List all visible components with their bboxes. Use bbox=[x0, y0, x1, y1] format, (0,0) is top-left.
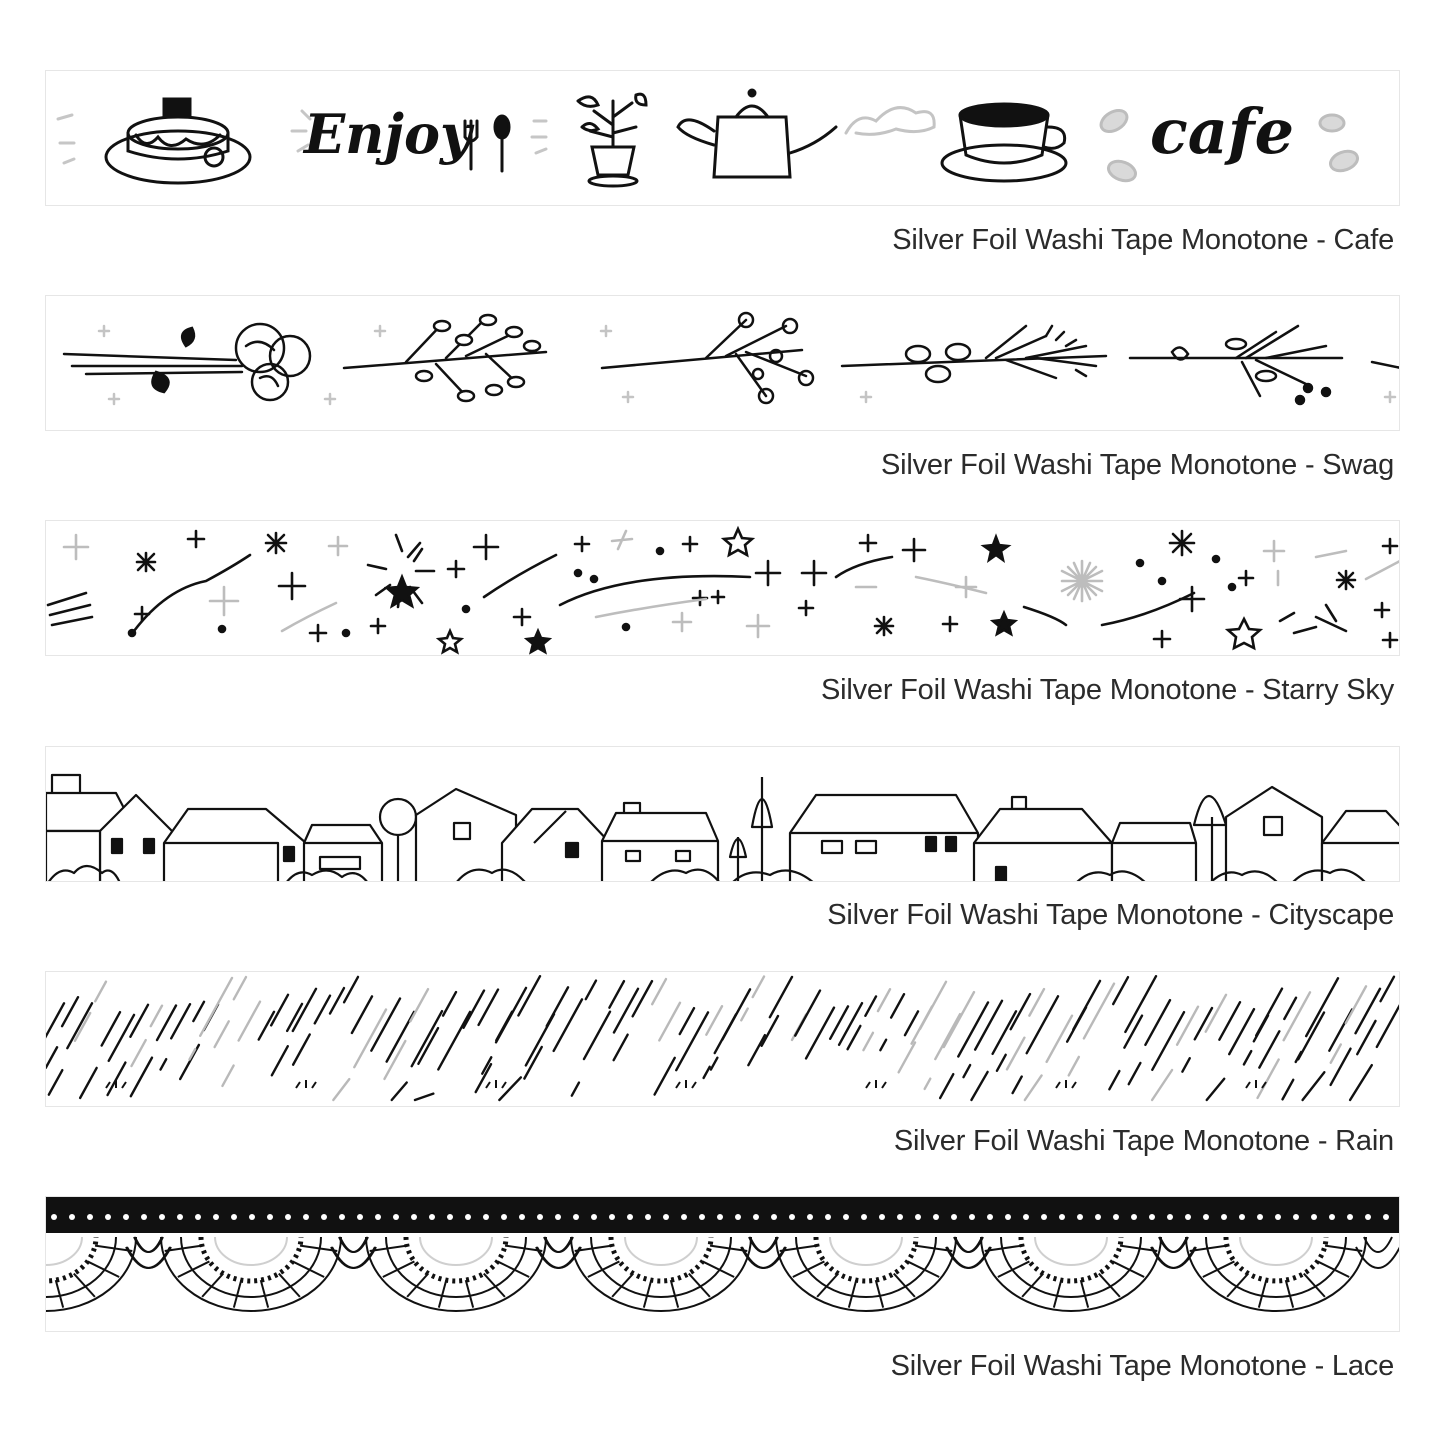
house-icon bbox=[1112, 823, 1196, 882]
tree-icon bbox=[380, 799, 416, 882]
rain-pattern bbox=[46, 972, 1400, 1107]
splash-mark bbox=[676, 1080, 696, 1088]
tape-strip-cityscape bbox=[45, 746, 1400, 882]
olive-branch-icon bbox=[842, 326, 1106, 382]
coffee-cup-icon bbox=[942, 104, 1066, 181]
flower-sprig-icon bbox=[602, 313, 813, 403]
lace-pattern bbox=[46, 1197, 1400, 1332]
cityscape-pattern bbox=[46, 747, 1400, 882]
splash-mark bbox=[1246, 1080, 1266, 1088]
leafy-branch-icon bbox=[344, 315, 546, 401]
lace-eyelets bbox=[51, 1214, 1389, 1220]
cafe-text: cafe bbox=[1150, 95, 1295, 168]
cafe-pattern bbox=[46, 71, 1400, 206]
splash-mark bbox=[866, 1080, 886, 1088]
product-label-cityscape: Silver Foil Washi Tape Monotone - Cityscape bbox=[827, 899, 1394, 931]
foil-sky-elements bbox=[64, 531, 1400, 637]
kettle-icon bbox=[678, 90, 934, 177]
tree-icon bbox=[730, 777, 772, 882]
enjoy-text: Enjoy bbox=[304, 102, 472, 166]
tape-strip-lace bbox=[45, 1196, 1400, 1332]
rose-bouquet-icon bbox=[64, 324, 310, 400]
cutlery-icon bbox=[465, 116, 509, 171]
product-label-starry-sky: Silver Foil Washi Tape Monotone - Starry Sky bbox=[820, 674, 1394, 706]
splash-mark bbox=[106, 1080, 126, 1088]
house-icon bbox=[502, 809, 610, 882]
lace-scallops bbox=[46, 1237, 1400, 1311]
plant-icon bbox=[578, 94, 646, 186]
swag-pattern bbox=[46, 296, 1400, 431]
tape-strip-starry-sky bbox=[45, 520, 1400, 656]
product-label-lace: Silver Foil Washi Tape Monotone - Lace bbox=[890, 1350, 1394, 1382]
tree-icon bbox=[1194, 796, 1226, 882]
outline-stars bbox=[439, 529, 1260, 652]
house-icon bbox=[46, 775, 172, 882]
pancake-icon bbox=[58, 99, 250, 183]
product-label-swag: Silver Foil Washi Tape Monotone - Swag bbox=[880, 449, 1394, 481]
plus-stars bbox=[135, 531, 1397, 647]
berry-sprig-icon bbox=[1130, 326, 1342, 404]
tape-strip-cafe bbox=[45, 70, 1400, 206]
lace-top-band bbox=[46, 1197, 1400, 1233]
house-icon bbox=[164, 809, 306, 882]
house-icon bbox=[1226, 787, 1322, 882]
product-label-cafe: Silver Foil Washi Tape Monotone - Cafe bbox=[892, 224, 1394, 256]
splash-mark bbox=[296, 1080, 316, 1088]
house-icon bbox=[974, 797, 1112, 882]
splash-mark bbox=[486, 1080, 506, 1088]
rain-streaks bbox=[46, 976, 1400, 1100]
foil-sparkles bbox=[99, 326, 1395, 404]
house-icon bbox=[790, 795, 978, 882]
tape-strip-rain bbox=[45, 971, 1400, 1107]
splash-mark bbox=[1056, 1080, 1076, 1088]
product-label-rain: Silver Foil Washi Tape Monotone - Rain bbox=[893, 1125, 1394, 1157]
starry-sky-pattern bbox=[46, 521, 1400, 656]
tape-strip-swag bbox=[45, 295, 1400, 431]
